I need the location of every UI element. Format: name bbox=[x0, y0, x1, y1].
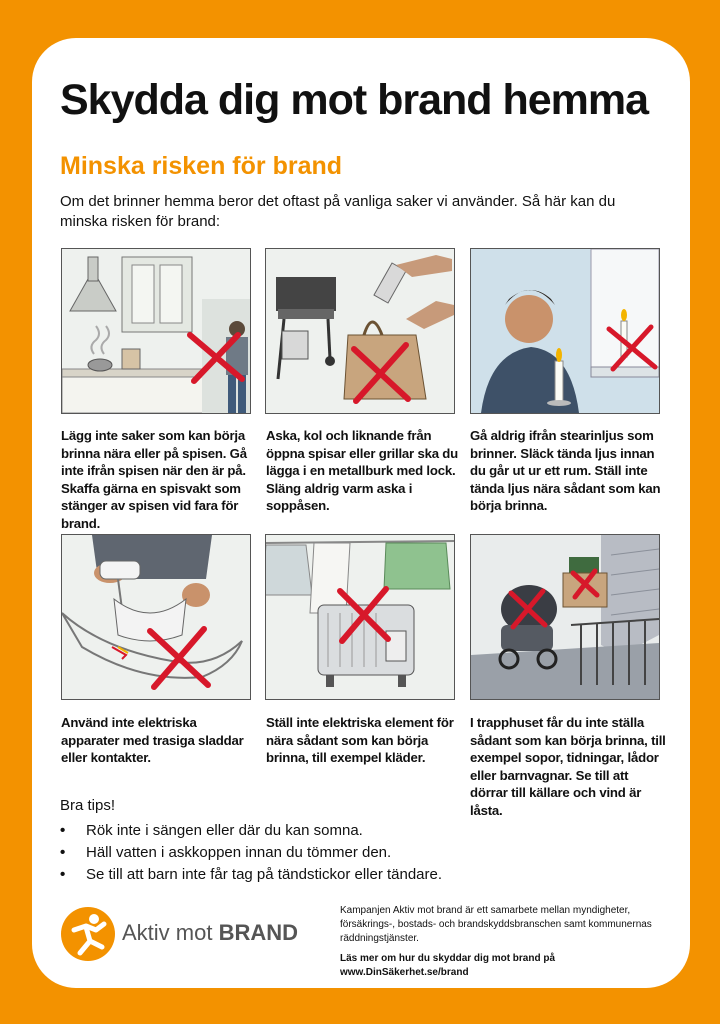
intro-text: Om det brinner hemma beror det oftast på vanliga saker vi använder. Så här kan du minska risken för brand: bbox=[60, 193, 616, 230]
list-item: • Häll vatten i askkoppen innan du tömmer den. bbox=[60, 842, 442, 864]
tips-list bbox=[60, 820, 442, 886]
illustration-stairwell bbox=[470, 534, 660, 700]
tips-title: Bra tips! bbox=[60, 797, 116, 814]
illustration-ash bbox=[265, 248, 455, 414]
aktiv-mot-brand-logo bbox=[60, 906, 300, 966]
caption-heater: Ställ inte elektriska element för nära sådant som kan börja brinna, till exempel kläder. bbox=[266, 715, 454, 765]
footer-link[interactable]: Läs mer om hur du skyddar dig mot brand på www.DinSäkerhet.se/brand bbox=[340, 953, 556, 978]
illustration-mixer bbox=[61, 534, 251, 700]
caption-stairwell: I trapphuset får du inte ställa sådant som kan börja brinna, till exempel sopor, tidningar, lådor eller barnvagnar. Se till att dörrar till källare och vind är låsta. bbox=[470, 715, 666, 818]
list-item: • Se till att barn inte får tag på tändstickor eller tändare. bbox=[60, 864, 442, 886]
logo-text: Aktiv mot BRAND bbox=[122, 920, 299, 945]
caption-kitchen: Lägg inte saker som kan börja brinna nära eller på spisen. Gå inte ifrån spisen när den är på. Skaffa gärna en spisvakt som stänger av spisen vid fara för brand. bbox=[61, 428, 247, 531]
illustration-kitchen bbox=[61, 248, 251, 414]
footer-text: Kampanjen Aktiv mot brand är ett samarbete mellan myndigheter, försäkrings-, bostads- och brandskyddsbranschen samt kommunernas räddningstjänster. bbox=[340, 905, 652, 944]
footer bbox=[340, 904, 680, 980]
caption-ash: Aska, kol och liknande från öppna spisar eller grillar ska du lägga i en metallburk med lock. Släng aldrig varm aska i soppåsen. bbox=[266, 428, 459, 513]
list-item: • Rök inte i sängen eller där du kan somna. bbox=[60, 820, 442, 842]
illustration-heater bbox=[265, 534, 455, 700]
running-figure-icon bbox=[60, 906, 116, 962]
section-subtitle: Minska risken för brand bbox=[60, 152, 343, 180]
poster-card bbox=[32, 38, 690, 988]
caption-mixer: Använd inte elektriska apparater med trasiga sladdar eller kontakter. bbox=[61, 715, 244, 765]
page-title: Skydda dig mot brand hemma bbox=[60, 76, 649, 124]
illustration-candle bbox=[470, 248, 660, 414]
caption-candle: Gå aldrig ifrån stearinljus som brinner. Släck tända ljus innan du går ut ur ett rum. Ställ inte tända ljus nära sådant som kan börja brinna. bbox=[470, 428, 661, 513]
